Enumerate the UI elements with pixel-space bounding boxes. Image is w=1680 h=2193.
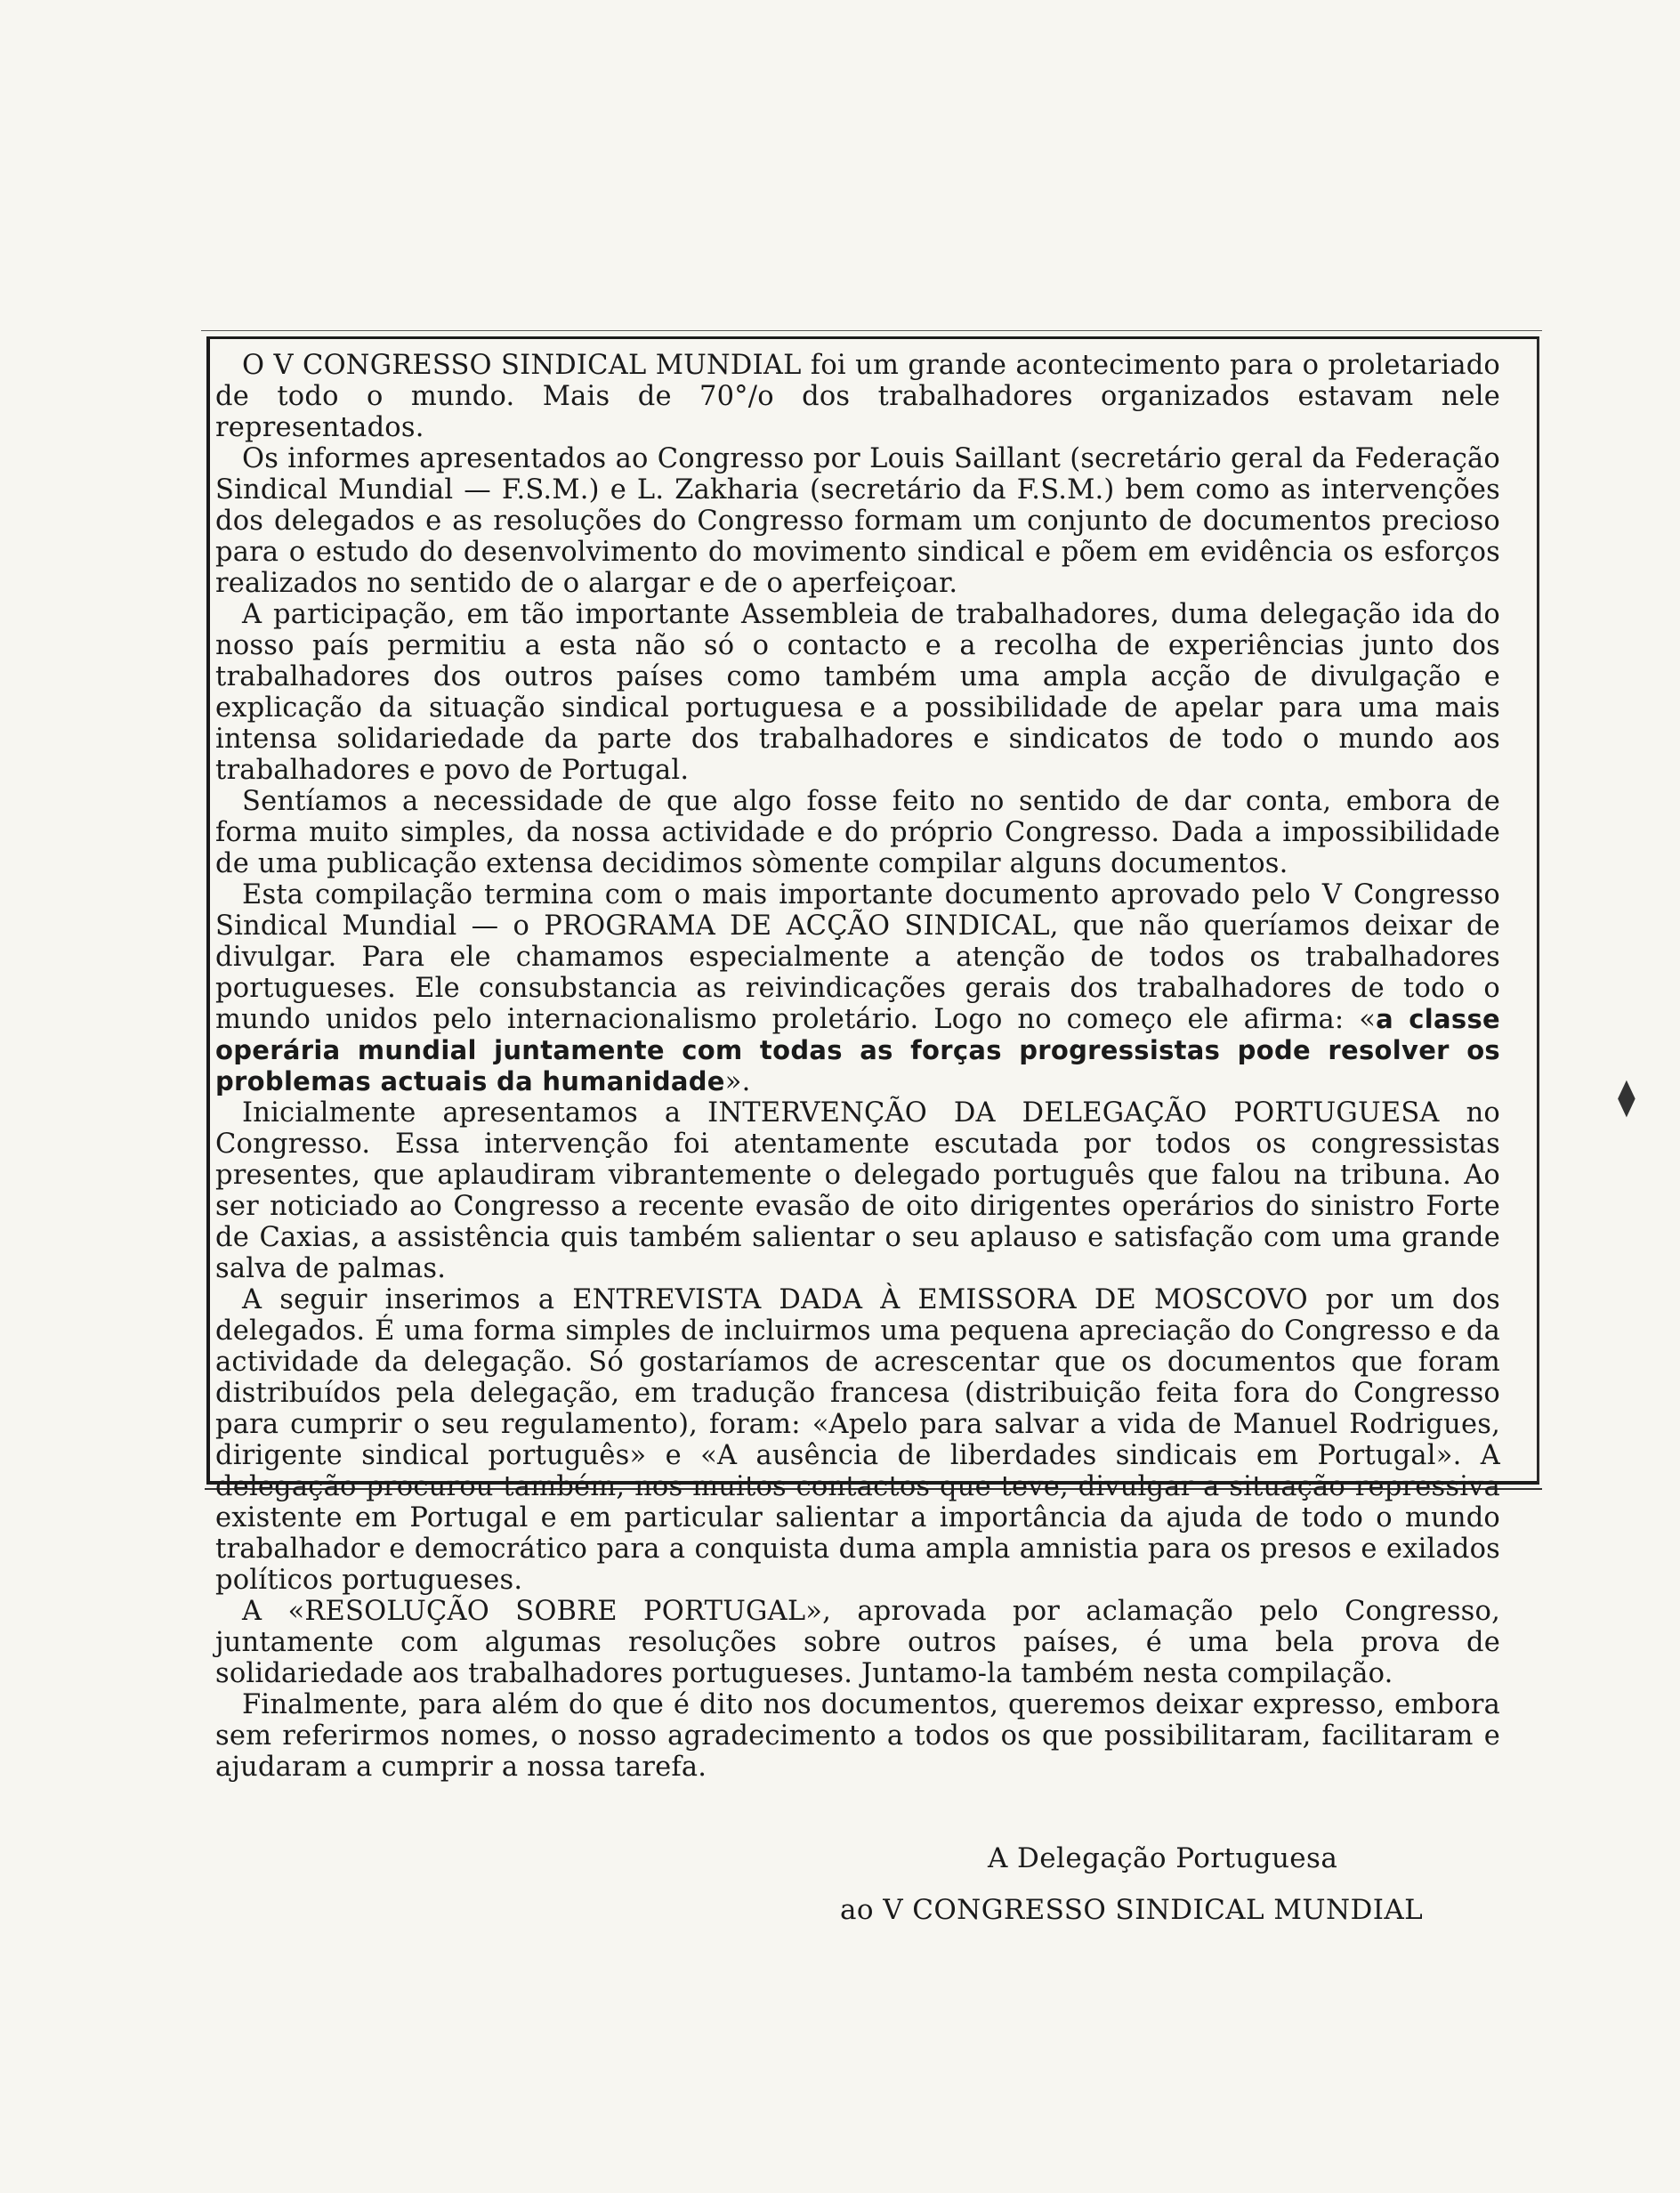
paragraph-interview: A seguir inserimos a ENTREVISTA DADA À EMISSORA DE MOSCOVO por um dos delegados. É uma forma simples de incluirmos uma pequena apreciação do Congresso e da actividade da delegação. Só gostaríamos de acrescentar que os documentos que foram distribuídos pela delegação, em tradução francesa (distribuição feita fora do Congresso para cumprir o seu regulamento), foram: «Apelo para salvar a vida de Manuel Rodrigues, dirigente sindical português» e «A ausência de liberdades sindicais em Portugal». A delegação procurou também, nos muitos contactos que teve, divulgar a situação repressiva existente em Portugal e em particular salientar a importância da ajuda de todo o mundo trabalhador e democrático para a conquista duma ampla amnistia para os presos e exilados políticos portugueses. <box>215 1284 1500 1596</box>
signature-line-2: ao V CONGRESSO SINDICAL MUNDIAL <box>840 1894 1424 1926</box>
margin-smudge-icon: ⧫ <box>1618 1077 1636 1118</box>
paragraph-participation: A participação, em tão importante Assembleia de trabalhadores, duma delegação ida do nosso país permitiu a esta não só o contacto e a recolha de experiências junto dos trabalhadores dos outros países como também uma ampla acção de divulgação e explicação da situação sindical portuguesa e a possibilidade de apelar para uma mais intensa solidariedade da parte dos trabalhadores e sindicatos de todo o mundo aos trabalhadores e povo de Portugal. <box>215 599 1500 786</box>
paragraph-necessity: Sentíamos a necessidade de que algo fosse feito no sentido de dar conta, embora de forma muito simples, da nossa actividade e do próprio Congresso. Dada a impossibilidade de uma publicação extensa decidimos sòmente compilar alguns documentos. <box>215 786 1500 879</box>
paragraph-program <box>215 879 1500 1097</box>
paragraph-resolution: A «RESOLUÇÃO SOBRE PORTUGAL», aprovada por aclamação pelo Congresso, juntamente com algumas resoluções sobre outros países, é uma bela prova de solidariedade aos trabalhadores portugueses. Juntamo-la também nesta compilação. <box>215 1596 1500 1689</box>
signature-line-1: A Delegação Portuguesa <box>988 1842 1338 1874</box>
document-body <box>215 350 1500 1783</box>
program-quote-bold: a classe operária mundial juntamente com todas as forças progressistas pode resolver os problemas actuais da humanidade <box>215 1004 1500 1096</box>
paragraph-program-text: Esta compilação termina com o mais importante documento aprovado pelo V Congresso Sindical Mundial — o PROGRAMA DE ACÇÃO SINDICAL, que não queríamos deixar de divulgar. Para ele chamamos especialmente a atenção de todos os trabalhadores portugueses. Ele consubstancia as reivindicações gerais dos trabalhadores de todo o mundo unidos pelo internacionalismo proletário. Logo no começo ele afirma: « <box>215 879 1500 1035</box>
paragraph-program-end: ». <box>724 1066 751 1097</box>
paragraph-thanks: Finalmente, para além do que é dito nos documentos, queremos deixar expresso, embora sem referirmos nomes, o nosso agradecimento a todos os que possibilitaram, facilitaram e ajudaram a cumprir a nossa tarefa. <box>215 1689 1500 1783</box>
paragraph-intro: O V CONGRESSO SINDICAL MUNDIAL foi um grande acontecimento para o proletariado de todo o mundo. Mais de 70°/o dos trabalhadores organizados estavam nele representados. <box>215 350 1500 443</box>
paragraph-reports: Os informes apresentados ao Congresso por Louis Saillant (secretário geral da Federação Sindical Mundial — F.S.M.) e L. Zakharia (secretário da F.S.M.) bem como as intervenções dos delegados e as resoluções do Congresso formam um conjunto de documentos precioso para o estudo do desenvolvimento do movimento sindical e põem em evidência os esforços realizados no sentido de o alargar e de o aperfeiçoar. <box>215 443 1500 599</box>
paragraph-intervention: Inicialmente apresentamos a INTERVENÇÃO DA DELEGAÇÃO PORTUGUESA no Congresso. Essa intervenção foi atentamente escutada por todos os congressistas presentes, que aplaudiram vibrantemente o delegado português que falou na tribuna. Ao ser noticiado ao Congresso a recente evasão de oito dirigentes operários do sinistro Forte de Caxias, a assistência quis também salientar o seu aplauso e satisfação com uma grande salva de palmas. <box>215 1097 1500 1284</box>
